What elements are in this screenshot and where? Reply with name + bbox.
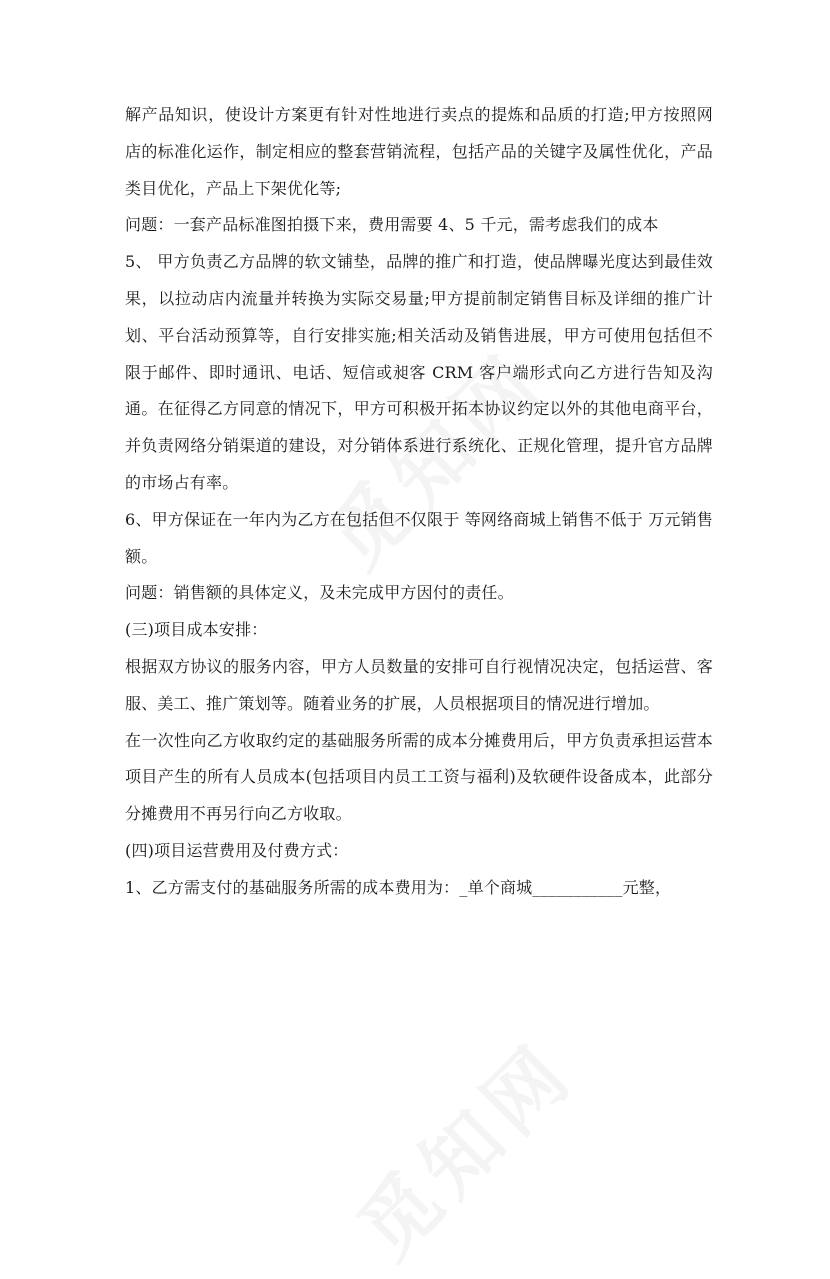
paragraph-question-sales-definition: 问题：销售额的具体定义，及未完成甲方因付的责任。 [125,583,514,603]
paragraph-product-knowledge: 解产品知识，使设计方案更有针对性地进行卖点的提炼和品质的打造;甲方按照网店的标准化运作，制定相应的整套营销流程，包括产品的关键字及属性优化，产品类目优化，产品上下架优化等; [125,105,713,198]
paragraph-clause-1-base-fee: 1、乙方需支付的基础服务所需的成本费用为：_单个商城___________元整， [125,877,672,897]
paragraph-cost-sharing: 在一次性向乙方收取约定的基础服务所需的成本分摊费用后，甲方负责承担运营本项目产生的所有人员成本(包括项目内员工工资与福利)及软硬件设备成本，此部分分摊费用不再另行向乙方收取。 [125,730,713,824]
document-body [125,97,713,907]
paragraph-question-photo-cost: 问题：一套产品标准图拍摄下来，费用需要 4、5 千元，需考虑我们的成本 [125,215,659,235]
paragraph-clause-5-brand-promotion: 5、 甲方负责乙方品牌的软文铺垫，品牌的推广和打造，使品牌曝光度达到最佳效果，以拉动店内流量并转换为实际交易量;甲方提前制定销售目标及详细的推广计划、平台活动预算等，自行安排实施;相关活动及销售进展，甲方可使用包括但不限于邮件、即时通讯、电话、短信或昶客 CRM 客户端形式向乙方进行告知及沟通。在征得乙方同意的情况下，甲方可积极开拓本协议约定以外的其他电商平台，并负责网络分销渠道的建设，对分销体系进行系统化、正规化管理，提升官方品牌的市场占有率。 [125,252,713,492]
section-heading-operating-fees: (四)项目运营费用及付费方式： [125,840,349,860]
paragraph-staffing: 根据双方协议的服务内容，甲方人员数量的安排可自行视情况决定，包括运营、客服、美工、推广策划等。随着业务的扩展，人员根据项目的情况进行增加。 [125,656,713,713]
paragraph-clause-6-sales-guarantee: 6、甲方保证在一年内为乙方在包括但不仅限于 等网络商城上销售不低于 万元销售额。 [125,509,713,566]
section-heading-cost-arrangement: (三)项目成本安排： [125,620,268,640]
watermark [329,1013,595,1279]
